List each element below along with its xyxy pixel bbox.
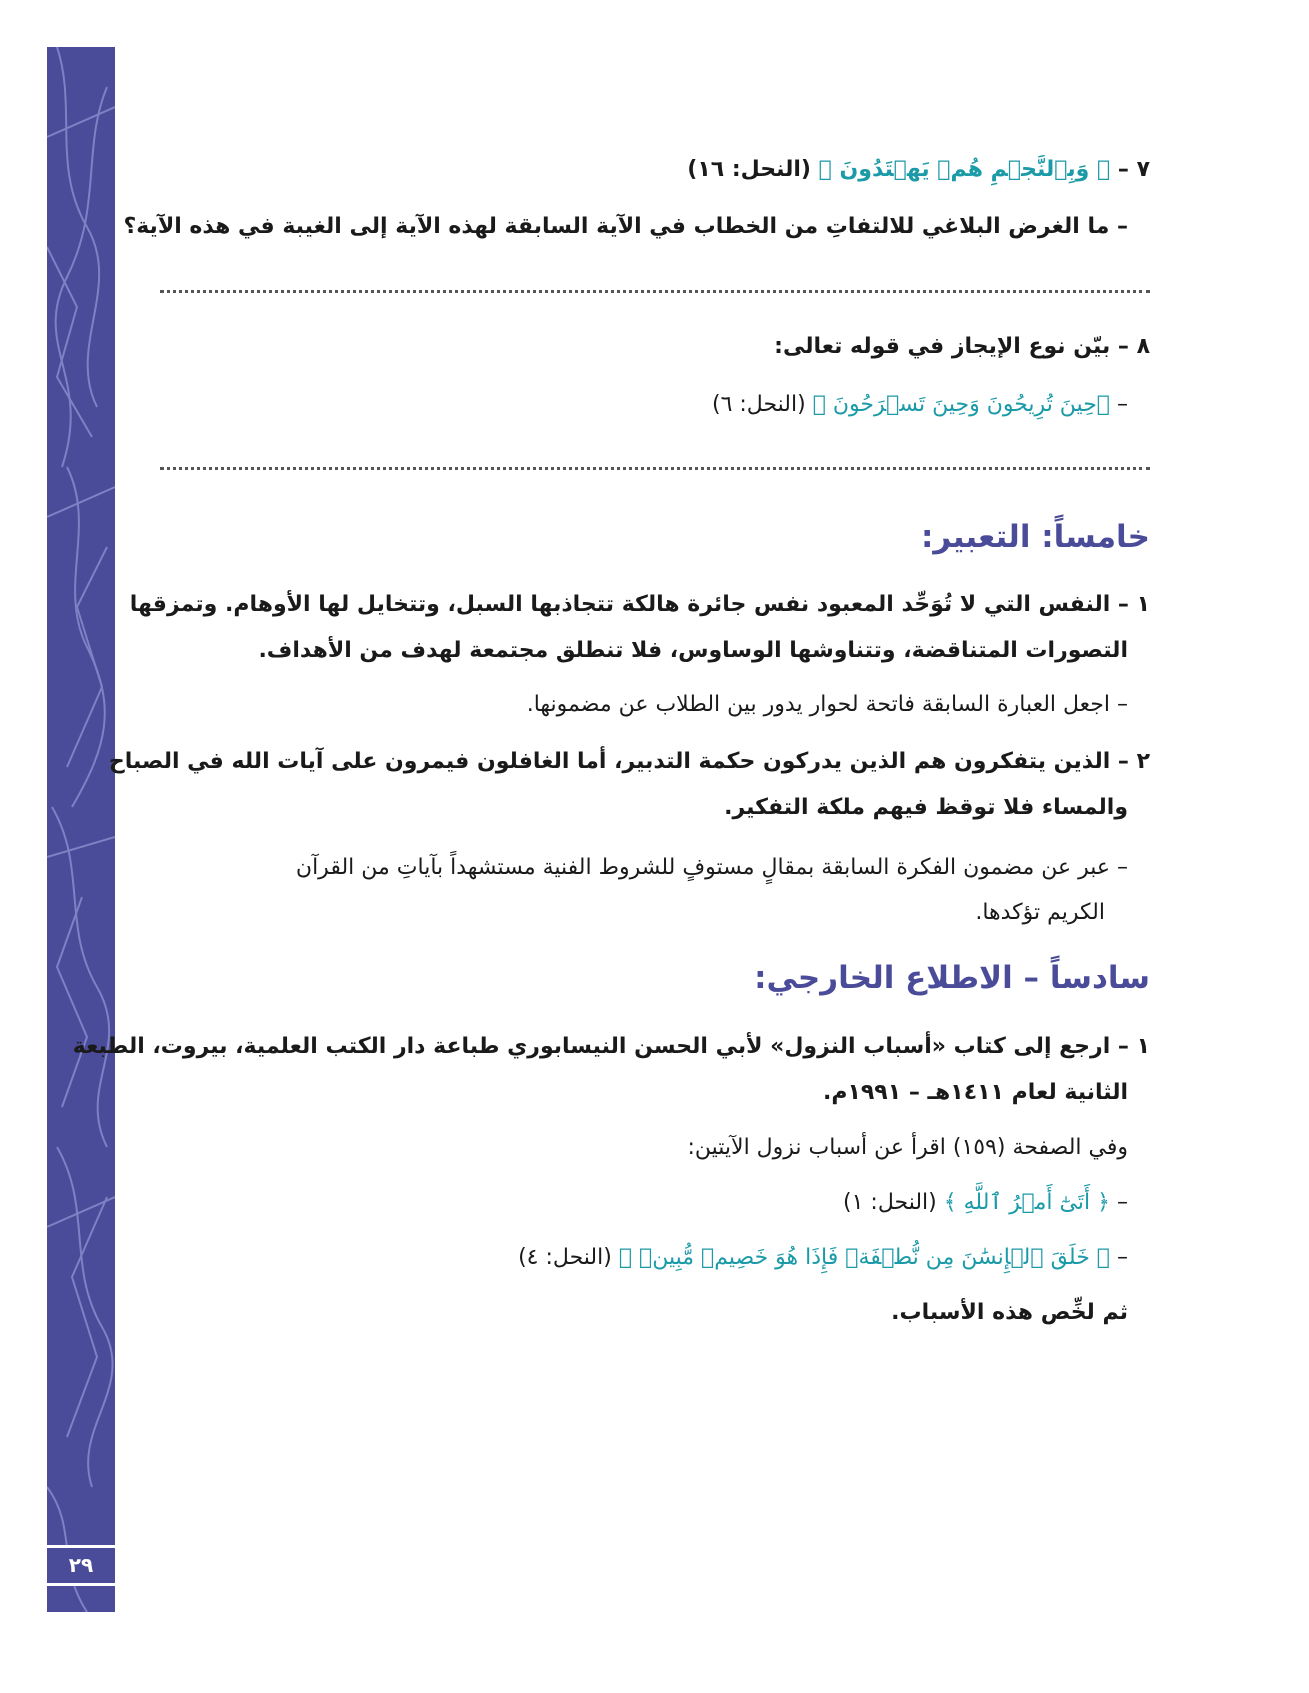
question-8-verse-line <box>150 390 1128 420</box>
section-5-item-1-line-2: التصورات المتناقضة، وتتناوشها الوساوس، فلا تنطلق مجتمعة لهدف من الأهداف. <box>258 638 1128 663</box>
page-number: ٢٩ <box>47 1545 115 1586</box>
band-pattern-icon <box>47 47 115 1612</box>
verse-1-dash: – <box>1117 1190 1128 1215</box>
section-5-item-1-task: – اجعل العبارة السابقة فاتحة لحوار يدور بين الطلاب عن مضمونها. <box>526 692 1128 717</box>
answer-line-8 <box>160 465 1150 470</box>
side-decorative-band <box>47 47 115 1612</box>
section-5-item-2-line-1: ٢ – الذين يتفكرون هم الذين يدركون حكمة التدبير، أما الغافلون فيمرون على آيات الله في الصباح <box>108 749 1150 774</box>
verse-2-reference: (النحل: ٤) <box>518 1245 612 1270</box>
section-5-item-1-line-1: ١ – النفس التي لا تُوَحِّد المعبود نفس جائرة هالكة تتجاذبها السبل، وتتخايل لها الأوهام. وتمزقها <box>129 592 1150 617</box>
question-7-reference: (النحل: ١٦) <box>687 157 811 182</box>
section-6-item-1-line-2: الثانية لعام ١٤١١هـ – ١٩٩١م. <box>822 1080 1128 1105</box>
page-content <box>72 150 1150 1550</box>
section-6-title: سادساً – الاطلاع الخارجي: <box>754 960 1150 996</box>
section-6-item-1-line-1: ١ – ارجع إلى كتاب «أسباب النزول» لأبي الحسن النيسابوري طباعة دار الكتب العلمية، بيروت، الطبعة <box>72 1034 1150 1059</box>
section-6-verse-1-line <box>150 1188 1128 1218</box>
question-7-prompt: – ما الغرض البلاغي للالتفاتِ من الخطاب في الآية السابقة لهذه الآية إلى الغيبة في هذه الآية؟ <box>123 214 1128 239</box>
section-6-verse-2-line <box>150 1243 1128 1273</box>
question-7-verse: ﴿ وَبِٱلنَّجۡمِ هُمۡ يَهۡتَدُونَ ﴾ <box>818 157 1111 182</box>
section-5-item-2-task-line-1: – عبر عن مضمون الفكرة السابقة بمقالٍ مستوفٍ للشروط الفنية مستشهداً بآياتِ من القرآن <box>295 855 1128 880</box>
verse-1-text: ﴿ أَتَىٰٓ أَمۡرُ ٱللَّهِ ﴾ <box>943 1190 1110 1215</box>
answer-line-7 <box>160 288 1150 293</box>
verse-2-text: ﴿ خَلَقَ ٱلۡإِنسَٰنَ مِن نُّطۡفَةٖ فَإِذَا هُوَ خَصِيمٞ مُّبِينٞ ﴾ <box>618 1245 1110 1270</box>
question-8-reference: (النحل: ٦) <box>711 392 806 417</box>
section-5-item-2-task-line-2: الكريم تؤكدها. <box>975 900 1105 925</box>
question-8-dash: – <box>1117 392 1128 417</box>
verse-2-dash: – <box>1117 1245 1128 1270</box>
section-6-summary: ثم لخِّص هذه الأسباب. <box>891 1300 1128 1325</box>
question-7-number: ٧ – <box>1117 157 1150 182</box>
section-5-title: خامساً: التعبير: <box>921 519 1150 555</box>
question-8: ٨ – بيّن نوع الإيجاز في قوله تعالى: <box>774 334 1150 359</box>
section-6-page-line: وفي الصفحة (١٥٩) اقرأ عن أسباب نزول الآيتين: <box>687 1135 1128 1160</box>
question-8-verse: ﴿حِينَ تُرِيحُونَ وَحِينَ تَسۡرَحُونَ ﴾ <box>812 392 1110 417</box>
verse-1-reference: (النحل: ١) <box>843 1190 937 1215</box>
section-5-item-2-line-2: والمساء فلا توقظ فيهم ملكة التفكير. <box>724 795 1128 820</box>
question-7 <box>150 155 1150 185</box>
